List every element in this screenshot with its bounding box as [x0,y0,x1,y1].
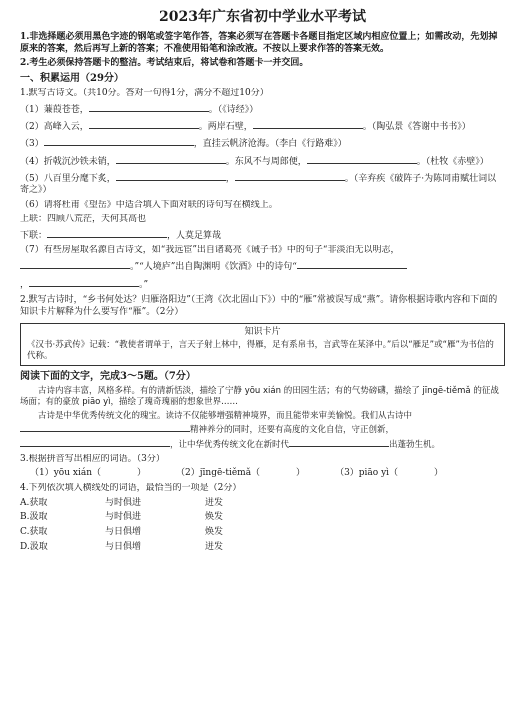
note-2: 2.考生必须保持答题卡的整洁。考试结束后，将试卷和答题卡一并交回。 [20,57,309,68]
q1-item-7: （7）有些房屋取名源自古诗文，如“我远宦”出自诸葛亮《诫子书》中的句子“非淡泊无以明志， [20,245,400,256]
option-d[interactable]: D.汲取 与日俱增 迸发 [20,541,224,552]
reading-paragraph-2: 古诗是中华优秀传统文化的瑰宝。读诗不仅能够增强精神境界，而且能带来审美愉悦。我们从古诗中精神养分的同时，还要有高度的文化自信，守正创新，，让中华优秀传统文化在新时代 出蓬勃生机。 [20,411,505,450]
section-heading: 一、积累运用（29分） [20,73,124,85]
card-text: 《汉书·苏武传》记载：“教使者谓单于，言天子射上林中，得雁，足有系帛书，言武等在某泽中。”后以“雁足”或“雁”为书信的代称。 [27,340,494,362]
option-a[interactable]: A.获取 与时俱进 迸发 [20,497,224,508]
reading-heading: 阅读下面的文字，完成3～5题。（7分） [20,371,196,383]
q3-items [30,468,505,480]
q3-item[interactable]: （2）jīngē-tiěmǎ（ ） [176,468,306,479]
couplet-upper: 上联：四顾八荒茫，天何其高也 [20,213,147,224]
note-1: 1.非选择题必须用黑色字迹的钢笔或签字笔作答，答案必须写在答题卡各题目指定区域内相应位置上；如需改动，先划掉原来的答案，然后再写上新的答案；不准使用铅笔和涂改液。不按以上要求作答的答案无效。 [20,32,498,54]
card-title: 知识卡片 [244,326,281,337]
q3-text: 3.根据拼音写出相应的词语。（3分） [20,453,165,464]
answer-blank[interactable] [47,228,167,238]
answer-blank[interactable] [29,277,139,287]
answer-blank[interactable] [116,171,226,181]
option-c[interactable]: C.获取 与日俱增 焕发 [20,527,224,538]
couplet-lower: 下联： ，人莫足算哉 [20,228,505,243]
answer-blank[interactable] [253,119,363,129]
answer-blank[interactable] [116,154,226,164]
q1-item-3: （3） ，直挂云帆济沧海。（李白《行路难》） [20,136,505,151]
q3-item[interactable]: （3）piāo yì（ ） [335,468,444,479]
answer-blank[interactable] [20,437,170,447]
answer-blank[interactable] [89,119,199,129]
answer-blank[interactable] [89,102,209,112]
option-b[interactable]: B.汲取 与时俱进 焕发 [20,512,224,523]
q4-text: 4.下列依次填入横线处的词语，最恰当的一项是（2分） [20,482,242,493]
q1-item-7-end: ， 。” [20,277,505,292]
answer-blank[interactable] [307,154,417,164]
answer-blank[interactable] [20,422,190,432]
q1-item-1: （1）蒹葭苍苍， 。（《诗经》） [20,102,505,117]
reading-paragraph-1: 古诗内容丰富，风格多样。有的清新恬淡，描绘了宁静 yōu xián 的田园生活；有的气势磅礴，描绘了 jīngē-tiěmǎ 的征战场面；有的豪放 piāo yì，描绘了瑰奇瑰丽的想象世界…… [20,386,499,408]
q3-item[interactable]: （1）yōu xián（ ） [30,468,147,479]
knowledge-card [20,323,505,367]
answer-blank[interactable] [297,259,407,269]
answer-blank[interactable] [20,259,130,269]
answer-blank[interactable] [44,136,194,146]
answer-blank[interactable] [289,437,389,447]
exam-title: 2023年广东省初中学业水平考试 [159,9,366,25]
q2-text: 2.默写古诗时，“乡书何处达？归雁洛阳边”（王湾《次北固山下》）中的“雁”常被误写成“燕”。请你根据诗歌内容和下面的知识卡片解释为什么要写作“雁”。（2分） [20,295,498,317]
q1-item-2: （2）高峰入云， 。两岸石壁， 。（陶弘景《答谢中书书》） [20,119,505,134]
q1-intro: 1.默写古诗文。（共10分。答对一句得1分，满分不超过10分） [20,87,269,98]
q1-item-6: （6）请将杜甫《望岳》中适合填入下面对联的诗句写在横线上。 [20,199,278,210]
q1-item-4: （4）折戟沉沙铁未销， 。东风不与周郎便， 。（杜牧《赤壁》） [20,154,505,169]
answer-blank[interactable] [235,171,345,181]
q1-item-5: （5）八百里分麾下炙， ， 。（辛弃疾《破阵子·为陈同甫赋壮词以寄之》） [20,171,505,197]
q1-item-7-cont: 。”“人境庐”出自陶渊明《饮酒》中的诗句“ [20,259,505,274]
